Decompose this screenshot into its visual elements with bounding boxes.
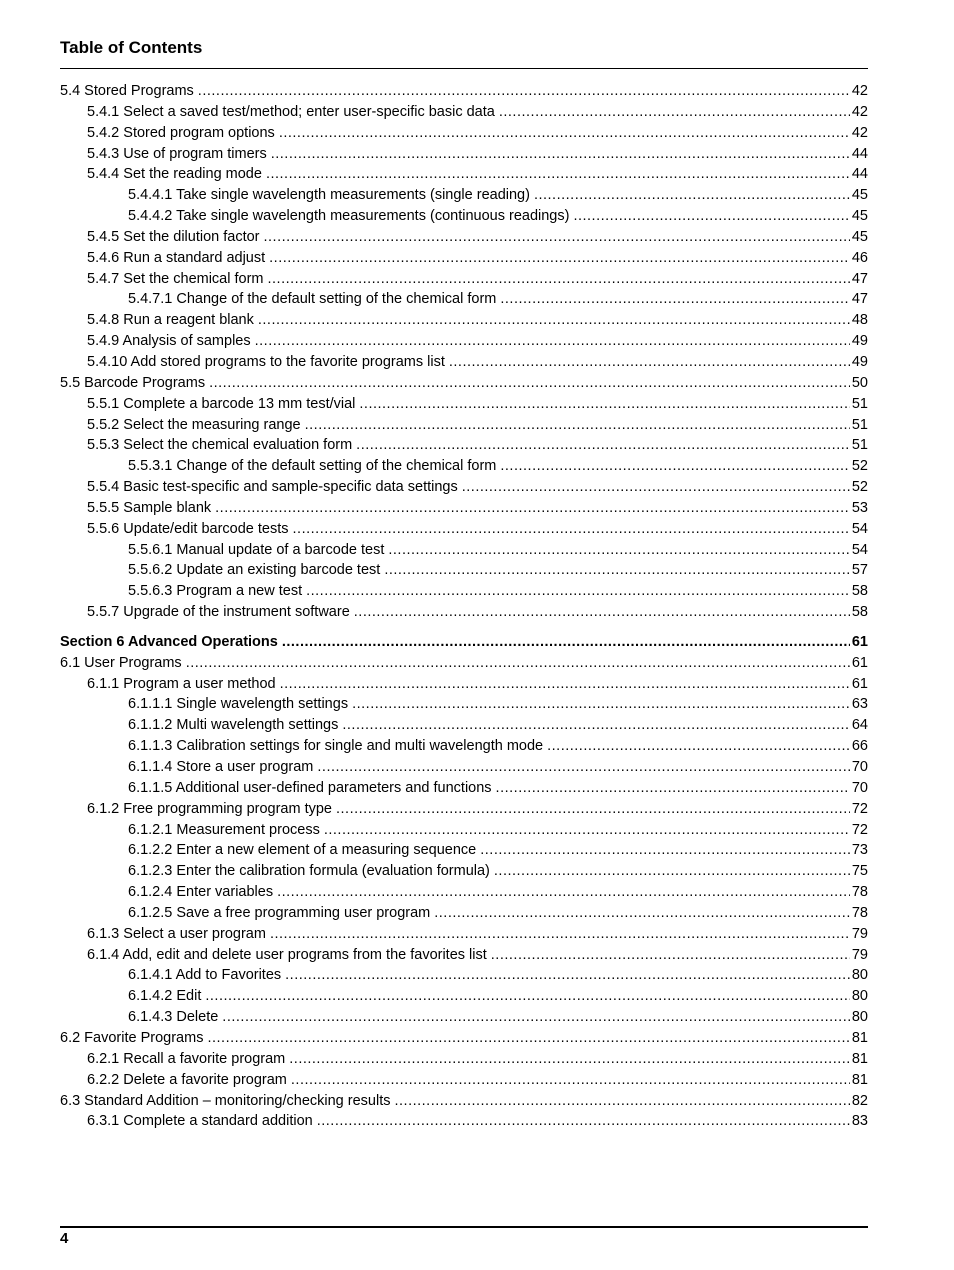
toc-entry[interactable] bbox=[60, 694, 868, 715]
toc-entry-page: 83 bbox=[851, 1113, 868, 1130]
toc-entry[interactable] bbox=[60, 352, 868, 373]
toc-entry-title: 5.4.1 Select a saved test/method; enter user-specific basic data bbox=[87, 103, 495, 120]
toc-entry[interactable] bbox=[60, 331, 868, 352]
toc-entry-title: 6.1.1.3 Calibration settings for single and multi wavelength mode bbox=[128, 738, 544, 755]
dot-leader bbox=[317, 1111, 850, 1132]
toc-entry[interactable] bbox=[60, 456, 868, 477]
toc-entry-title: 6.1.1.2 Multi wavelength settings bbox=[128, 717, 339, 734]
toc-entry-page: 45 bbox=[851, 208, 868, 225]
toc-entry-page: 45 bbox=[851, 228, 868, 245]
toc-entry-page: 54 bbox=[851, 520, 868, 537]
toc-entry-page: 58 bbox=[851, 604, 868, 621]
toc-entry-title: 6.2 Favorite Programs bbox=[60, 1029, 204, 1046]
toc-entry[interactable] bbox=[60, 1070, 868, 1091]
toc-entry-title: 5.5.6 Update/edit barcode tests bbox=[87, 520, 289, 537]
toc-entry-page: 80 bbox=[851, 1009, 868, 1026]
toc-entry-title: 5.4 Stored Programs bbox=[60, 83, 194, 99]
toc-entry[interactable] bbox=[60, 1007, 868, 1028]
dot-leader bbox=[342, 715, 849, 736]
toc-entry-page: 61 bbox=[851, 675, 868, 692]
toc-entry[interactable] bbox=[60, 1049, 868, 1070]
toc-entry-title: 5.5.3 Select the chemical evaluation form bbox=[87, 437, 353, 454]
dot-leader bbox=[354, 602, 850, 623]
toc-entry[interactable] bbox=[60, 602, 868, 623]
dot-leader bbox=[205, 986, 850, 1007]
dot-leader bbox=[293, 519, 850, 540]
dot-leader bbox=[499, 102, 850, 123]
toc-list bbox=[60, 81, 868, 1132]
toc-entry-page: 53 bbox=[851, 499, 868, 516]
dot-leader bbox=[269, 248, 850, 269]
toc-entry[interactable] bbox=[60, 164, 868, 185]
toc-entry-title: 5.5.3.1 Change of the default setting of the chemical form bbox=[128, 458, 497, 475]
toc-entry-title: 5.4.4.1 Take single wavelength measurements (single reading) bbox=[128, 187, 530, 204]
dot-leader bbox=[573, 206, 849, 227]
toc-entry-title: 5.4.2 Stored program options bbox=[87, 124, 275, 141]
toc-entry-title: 5.4.5 Set the dilution factor bbox=[87, 228, 260, 245]
toc-entry-title: 5.4.4.2 Take single wavelength measurements (continuous readings) bbox=[128, 208, 570, 225]
toc-entry-page: 66 bbox=[851, 738, 868, 755]
toc-entry-page: 54 bbox=[851, 541, 868, 558]
dot-leader bbox=[317, 757, 849, 778]
toc-entry[interactable] bbox=[60, 757, 868, 778]
toc-entry-page: 45 bbox=[851, 187, 868, 204]
toc-entry-page: 78 bbox=[851, 884, 868, 901]
toc-entry-title: 5.4.4 Set the reading mode bbox=[87, 166, 262, 183]
dot-leader bbox=[255, 331, 850, 352]
toc-entry[interactable] bbox=[60, 715, 868, 736]
toc-entry[interactable] bbox=[60, 435, 868, 456]
toc-entry-page: 81 bbox=[851, 1071, 868, 1088]
toc-entry[interactable] bbox=[60, 373, 868, 394]
toc-entry-title: 5.4.10 Add stored programs to the favorite programs list bbox=[87, 353, 445, 370]
toc-entry[interactable] bbox=[60, 540, 868, 561]
toc-entry-title: 6.1.3 Select a user program bbox=[87, 925, 266, 942]
dot-leader bbox=[215, 498, 850, 519]
dot-leader bbox=[282, 632, 850, 653]
toc-entry[interactable] bbox=[60, 945, 868, 966]
toc-entry-title: 5.5.2 Select the measuring range bbox=[87, 416, 301, 433]
toc-entry-page: 48 bbox=[851, 312, 868, 329]
toc-entry[interactable] bbox=[60, 799, 868, 820]
toc-entry-page: 82 bbox=[851, 1092, 868, 1109]
toc-entry[interactable] bbox=[60, 81, 868, 102]
toc-entry-title: 5.5.1 Complete a barcode 13 mm test/vial bbox=[87, 395, 356, 412]
toc-entry-title: 6.3.1 Complete a standard addition bbox=[87, 1113, 313, 1130]
dot-leader bbox=[388, 540, 850, 561]
toc-entry[interactable] bbox=[60, 206, 868, 227]
toc-entry-page: 58 bbox=[851, 583, 868, 600]
page-title: Table of Contents bbox=[60, 38, 203, 57]
toc-entry[interactable] bbox=[60, 1028, 868, 1049]
toc-entry-title: 5.4.9 Analysis of samples bbox=[87, 333, 251, 350]
dot-leader bbox=[258, 310, 850, 331]
dot-leader bbox=[500, 289, 849, 310]
toc-entry[interactable] bbox=[60, 227, 868, 248]
toc-entry-page: 73 bbox=[851, 842, 868, 859]
toc-entry-page: 49 bbox=[851, 353, 868, 370]
toc-entry-title: 5.5 Barcode Programs bbox=[60, 374, 206, 391]
toc-entry-page: 51 bbox=[851, 395, 868, 412]
toc-entry-title: 6.1.4 Add, edit and delete user programs from the favorites list bbox=[87, 946, 487, 963]
toc-entry-page: 70 bbox=[851, 779, 868, 796]
toc-entry-title: 6.1.2.1 Measurement process bbox=[128, 821, 320, 838]
toc-entry-title: 6.3 Standard Addition – monitoring/checking results bbox=[60, 1092, 391, 1109]
toc-entry-page: 52 bbox=[851, 458, 868, 475]
page-number: 4 bbox=[60, 1230, 69, 1247]
dot-leader bbox=[449, 352, 850, 373]
dot-leader bbox=[186, 653, 850, 674]
dot-leader bbox=[434, 903, 850, 924]
dot-leader bbox=[277, 882, 850, 903]
toc-entry-title: 6.1.2.3 Enter the calibration formula (evaluation formula) bbox=[128, 863, 490, 880]
toc-entry[interactable] bbox=[60, 498, 868, 519]
toc-entry[interactable] bbox=[60, 820, 868, 841]
dot-leader bbox=[534, 185, 850, 206]
toc-entry-title: 6.1.2.4 Enter variables bbox=[128, 884, 274, 901]
dot-leader bbox=[336, 799, 850, 820]
toc-entry-title: 5.4.7 Set the chemical form bbox=[87, 270, 264, 287]
toc-entry-page: 79 bbox=[851, 946, 868, 963]
header-rule bbox=[60, 68, 868, 69]
toc-entry-title: 5.5.6.1 Manual update of a barcode test bbox=[128, 541, 385, 558]
toc-entry[interactable] bbox=[60, 289, 868, 310]
toc-entry-page: 46 bbox=[851, 249, 868, 266]
toc-entry-page: 80 bbox=[851, 988, 868, 1005]
dot-leader bbox=[280, 674, 850, 695]
toc-entry-page: 72 bbox=[851, 821, 868, 838]
dot-leader bbox=[271, 144, 850, 165]
dot-leader bbox=[500, 456, 849, 477]
toc-entry[interactable] bbox=[60, 560, 868, 581]
toc-entry[interactable] bbox=[60, 144, 868, 165]
toc-entry-page: 50 bbox=[851, 374, 868, 391]
toc-entry[interactable] bbox=[60, 477, 868, 498]
dot-leader bbox=[289, 1049, 850, 1070]
toc-entry[interactable] bbox=[60, 415, 868, 436]
dot-leader bbox=[270, 924, 850, 945]
toc-entry-page: 78 bbox=[851, 904, 868, 921]
toc-entry[interactable] bbox=[60, 903, 868, 924]
toc-entry[interactable] bbox=[60, 778, 868, 799]
dot-leader bbox=[198, 81, 850, 102]
footer-rule bbox=[60, 1226, 868, 1228]
toc-entry[interactable] bbox=[60, 185, 868, 206]
toc-entry-title: 5.4.6 Run a standard adjust bbox=[87, 249, 266, 266]
toc-entry-page: 63 bbox=[851, 696, 868, 713]
dot-leader bbox=[491, 945, 850, 966]
dot-leader bbox=[547, 736, 850, 757]
toc-entry-page: 81 bbox=[851, 1050, 868, 1067]
toc-entry-title: 6.1.2 Free programming program type bbox=[87, 800, 332, 817]
toc-entry-page: 64 bbox=[851, 717, 868, 734]
dot-leader bbox=[394, 1091, 849, 1112]
toc-entry-title: 6.1.2.5 Save a free programming user program bbox=[128, 904, 431, 921]
toc-entry[interactable] bbox=[60, 924, 868, 945]
toc-entry[interactable] bbox=[60, 102, 868, 123]
toc-entry[interactable] bbox=[60, 581, 868, 602]
dot-leader bbox=[305, 415, 850, 436]
toc-entry-title: 6.1.2.2 Enter a new element of a measuring sequence bbox=[128, 842, 477, 859]
dot-leader bbox=[207, 1028, 849, 1049]
dot-leader bbox=[306, 581, 850, 602]
toc-entry-page: 57 bbox=[851, 562, 868, 579]
toc-entry-page: 42 bbox=[851, 124, 868, 141]
toc-entry-title: 5.5.4 Basic test-specific and sample-specific data settings bbox=[87, 479, 458, 496]
dot-leader bbox=[480, 840, 850, 861]
dot-leader bbox=[356, 435, 850, 456]
toc-section-entry[interactable] bbox=[60, 632, 868, 653]
toc-entry-page: 51 bbox=[851, 416, 868, 433]
toc-entry-title: 6.2.1 Recall a favorite program bbox=[87, 1050, 286, 1067]
toc-entry[interactable] bbox=[60, 310, 868, 331]
dot-leader bbox=[285, 965, 850, 986]
toc-entry[interactable] bbox=[60, 269, 868, 290]
toc-entry-title: 5.5.7 Upgrade of the instrument software bbox=[87, 604, 350, 621]
toc-entry-title: Section 6 Advanced Operations bbox=[60, 633, 278, 650]
toc-entry-page: 80 bbox=[851, 967, 868, 984]
dot-leader bbox=[462, 477, 850, 498]
toc-entry[interactable] bbox=[60, 986, 868, 1007]
toc-entry[interactable] bbox=[60, 882, 868, 903]
toc-entry-page: 79 bbox=[851, 925, 868, 942]
dot-leader bbox=[279, 123, 850, 144]
toc-entry-page: 51 bbox=[851, 437, 868, 454]
toc-entry-title: 5.4.3 Use of program timers bbox=[87, 145, 267, 162]
toc-entry[interactable] bbox=[60, 123, 868, 144]
toc-entry-title: 6.1.4.3 Delete bbox=[128, 1009, 219, 1026]
dot-leader bbox=[266, 164, 850, 185]
toc-entry-page: 75 bbox=[851, 863, 868, 880]
toc-entry[interactable] bbox=[60, 653, 868, 674]
dot-leader bbox=[494, 861, 850, 882]
toc-entry-title: 6.1.4.1 Add to Favorites bbox=[128, 967, 282, 984]
dot-leader bbox=[324, 820, 850, 841]
toc-entry[interactable] bbox=[60, 861, 868, 882]
dot-leader bbox=[268, 269, 850, 290]
toc-entry[interactable] bbox=[60, 736, 868, 757]
toc-entry-page: 61 bbox=[851, 654, 868, 671]
dot-leader bbox=[222, 1007, 850, 1028]
toc-entry-page: 42 bbox=[851, 103, 868, 120]
toc-entry-title: 6.1.1 Program a user method bbox=[87, 675, 276, 692]
toc-entry-title: 6.1.1.4 Store a user program bbox=[128, 759, 314, 775]
toc-entry-title: 5.5.6.3 Program a new test bbox=[128, 583, 303, 600]
toc-entry[interactable] bbox=[60, 394, 868, 415]
dot-leader bbox=[352, 694, 850, 715]
toc-entry[interactable] bbox=[60, 1091, 868, 1112]
toc-entry[interactable] bbox=[60, 965, 868, 986]
toc-entry-title: 6.1.4.2 Edit bbox=[128, 988, 202, 1005]
toc-entry-title: 6.1.1.5 Additional user-defined parameters and functions bbox=[128, 779, 492, 796]
toc-entry-page: 70 bbox=[851, 759, 868, 775]
dot-leader bbox=[384, 560, 850, 581]
toc-entry-page: 42 bbox=[851, 83, 868, 99]
toc-entry[interactable] bbox=[60, 840, 868, 861]
toc-entry-page: 72 bbox=[851, 800, 868, 817]
dot-leader bbox=[359, 394, 849, 415]
toc-entry-page: 44 bbox=[851, 145, 868, 162]
toc-entry-page: 52 bbox=[851, 479, 868, 496]
toc-entry-page: 49 bbox=[851, 333, 868, 350]
toc-entry-title: 6.1.1.1 Single wavelength settings bbox=[128, 696, 349, 713]
dot-leader bbox=[264, 227, 850, 248]
toc-entry-page: 61 bbox=[851, 633, 868, 650]
dot-leader bbox=[291, 1070, 850, 1091]
toc-entry[interactable] bbox=[60, 248, 868, 269]
toc-entry-title: 6.1 User Programs bbox=[60, 654, 182, 671]
toc-entry-title: 5.5.6.2 Update an existing barcode test bbox=[128, 562, 381, 579]
toc-entry-page: 47 bbox=[851, 270, 868, 287]
toc-entry-page: 44 bbox=[851, 166, 868, 183]
toc-entry[interactable] bbox=[60, 674, 868, 695]
toc-entry-title: 5.4.8 Run a reagent blank bbox=[87, 312, 254, 329]
dot-leader bbox=[209, 373, 850, 394]
toc-entry[interactable] bbox=[60, 519, 868, 540]
toc-entry-title: 6.2.2 Delete a favorite program bbox=[87, 1071, 287, 1088]
dot-leader bbox=[496, 778, 850, 799]
toc-entry-title: 5.4.7.1 Change of the default setting of the chemical form bbox=[128, 291, 497, 308]
toc-entry[interactable] bbox=[60, 1111, 868, 1132]
toc-entry-title: 5.5.5 Sample blank bbox=[87, 499, 212, 516]
toc-entry-page: 47 bbox=[851, 291, 868, 308]
toc-entry-page: 81 bbox=[851, 1029, 868, 1046]
